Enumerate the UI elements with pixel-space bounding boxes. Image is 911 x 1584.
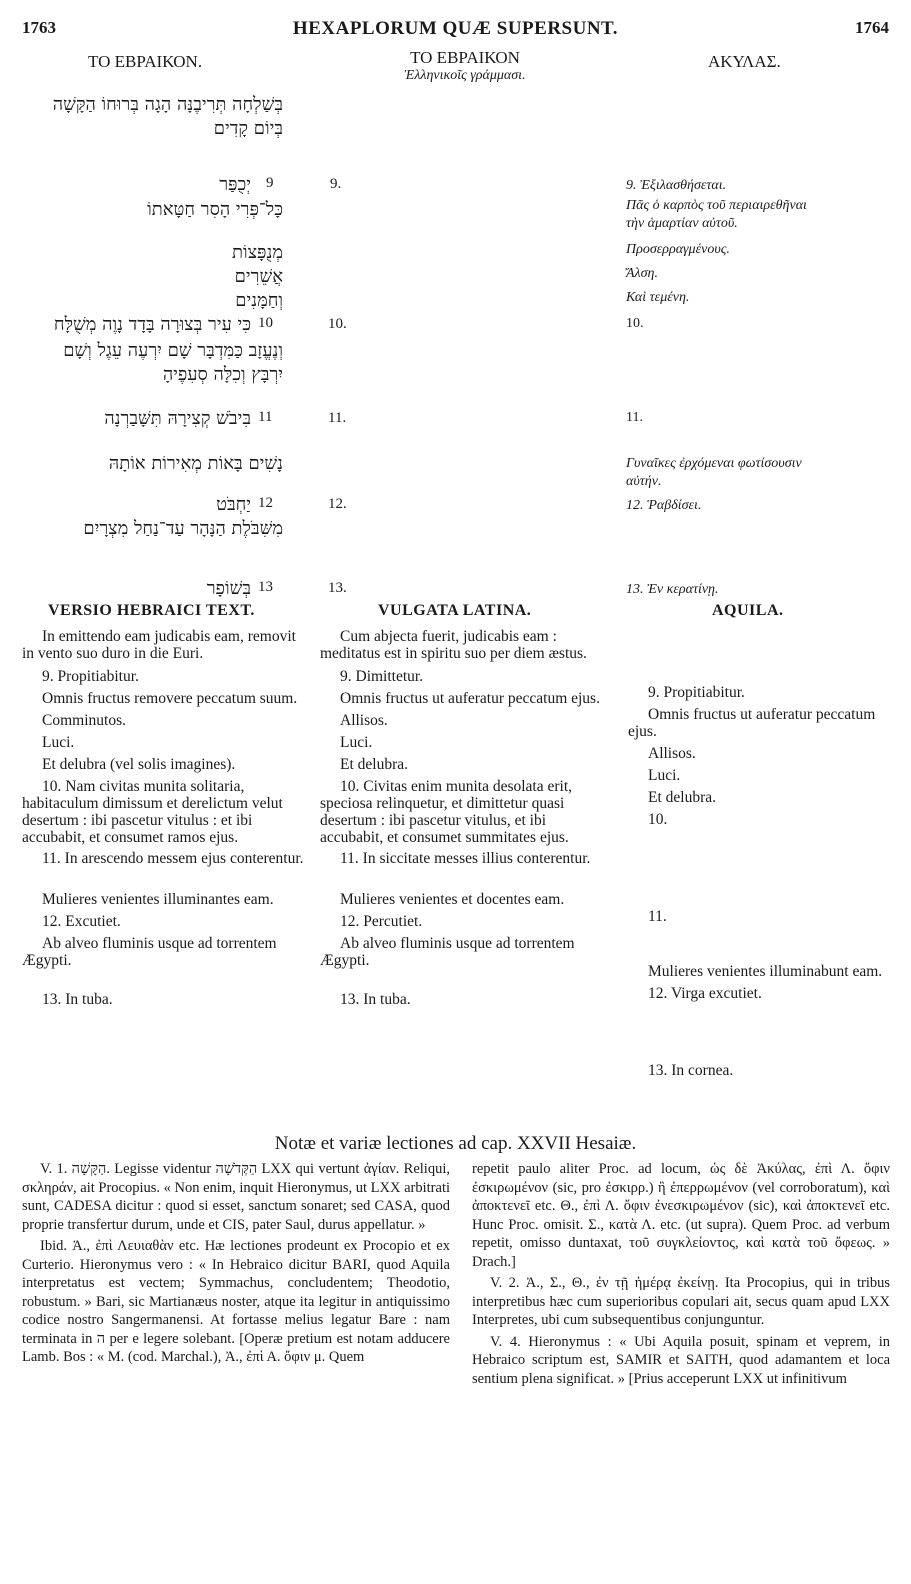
aquila-greek-column-head: ΑΚΥΛΑΣ. — [708, 52, 781, 71]
aquila-latin-paragraph: Allisos. — [648, 745, 696, 762]
hebrew-line: יְכֻפַּר — [219, 174, 251, 195]
aquila-latin-paragraph: 13. In cornea. — [648, 1062, 734, 1079]
aquila-latin-paragraph: 9. Propitiabitur. — [648, 684, 745, 701]
versio-paragraph: 13. In tuba. — [42, 991, 113, 1008]
aquila-greek-line: Ἄλση. — [626, 266, 658, 281]
versio-paragraph: In emittendo eam judicabis eam, removit in vento suo duro in die Euri. — [22, 628, 296, 662]
aquila-latin-paragraph: Omnis fructus ut auferatur peccatum ejus. — [628, 706, 876, 740]
versio-paragraph: 9. Propitiabitur. — [42, 668, 139, 685]
translit-verse-number: 10. — [328, 316, 347, 332]
note-paragraph: V. 1. הַקָּשָׁה. Legisse videntur הַקְּדֹשָׁה LXX qui vertunt ἁγίαν. Reliqui, σκληράν, ait Procopius. « Non enim, inquit Hieronymus, ut LXX arbitrati sunt, CADESA dicitur : quod si esset, sanctum sonaret; sed CASA, quod proprie transfertur durum, unde et CIS, pater Saul, durus appellatur. » — [22, 1161, 450, 1233]
aquila-latin-paragraph: 12. Virga excutiet. — [648, 985, 762, 1002]
transliterated-column-head — [345, 48, 585, 84]
aquila-latin-paragraph: 11. — [648, 908, 667, 925]
aquila-greek-line: Καὶ τεμένη. — [626, 290, 690, 305]
vulgata-paragraph: Cum abjecta fuerit, judicabis eam : meditatus est in spiritu suo per diem æstus. — [320, 628, 587, 662]
running-title: HEXAPLORUM QUÆ SUPERSUNT. — [292, 18, 619, 39]
vulgata-paragraph: Mulieres venientes et docentes eam. — [340, 891, 565, 908]
vulgata-paragraph: 10. Civitas enim munita desolata erit, speciosa relinquetur, et dimittetur quasi desertum : ibi pascetur vitulus, et ibi accubabit, et consumet summitates ejus. — [320, 778, 573, 846]
hebrew-line: כִּי עִיר בְּצוּרָה בָּדָד נָוֶה מְשֻׁלָּח — [53, 314, 251, 335]
left-page-number: 1763 — [22, 18, 56, 37]
hebrew-verse-number: 13 — [258, 579, 273, 595]
aquila-greek-line: 9. Ἐξιλασθήσεται. — [626, 178, 727, 193]
vulgata-paragraph: Allisos. — [340, 712, 388, 729]
transliterated-head-title: ΤΟ ΕΒΡΑΙΚΟΝ — [410, 48, 520, 67]
hebrew-line: מִשִּׁבֹּלֶת הַנָּהָר עַד־נַחַל מִצְרָיִם — [83, 518, 283, 539]
versio-paragraph: Ab alveo fluminis usque ad torrentem Ægypti. — [22, 935, 277, 969]
notes-title: Notæ et variæ lectiones ad cap. XXVII Hesaiæ. — [274, 1133, 637, 1154]
hebrew-line: נָשִׁים בָּאוֹת מְאִירוֹת אוֹתָהּ — [108, 453, 283, 474]
note-paragraph: repetit paulo aliter Proc. ad locum, ὡς δὲ Ἀκύλας, ἐπὶ Λ. ὄφιν ἐσκιρωμένον (sic, pro ἐσκιρρ.) ἢ ἐπερρωμένον (vel corroboratum), καὶ ἀποκτενεῖ etc. Θ., ἐπὶ Λ. ὄφιν ἐνεσκιρωμένον (sic), καὶ ἀποκτενεῖ etc. Hunc Proc. omisit. Σ., κατὰ Λ. etc. (ut supra). Quem Proc. ad verbum repetit, omisso duntaxat, τοῦ συγκλείοντος, καὶ κατὰ τοῦ ὄφεως. » Drach.] — [472, 1161, 890, 1270]
versio-paragraph: Et delubra (vel solis imagines). — [42, 756, 236, 773]
hebrew-line: יַחְבֹּט — [216, 494, 251, 515]
vulgata-paragraph: Omnis fructus ut auferatur peccatum ejus. — [340, 690, 600, 707]
hebrew-line: בִּיבֹשׁ קְצִירָהּ תִּשָּׁבַרְנָה — [104, 408, 251, 429]
vulgata-column — [320, 628, 600, 1008]
versio-paragraph: 12. Excutiet. — [42, 913, 121, 930]
vulgata-paragraph: Luci. — [340, 734, 373, 751]
translit-verse-number: 12. — [328, 496, 347, 512]
versio-paragraph: Mulieres venientes illuminantes eam. — [42, 891, 274, 908]
notes-left-column — [22, 1160, 450, 1370]
versio-paragraph: Luci. — [42, 734, 75, 751]
aquila-latin-paragraph: Luci. — [648, 767, 681, 784]
hebrew-verse-number: 12 — [258, 495, 273, 511]
vulgata-paragraph: Ab alveo fluminis usque ad torrentem Ægypti. — [320, 935, 575, 969]
translit-verse-number: 11. — [328, 410, 347, 426]
hebrew-line: כָּל־פְּרִי הָסִר חַטָּאתוֹ — [147, 199, 283, 220]
vulgata-paragraph: 9. Dimittetur. — [340, 668, 424, 685]
versio-paragraph: Omnis fructus removere peccatum suum. — [42, 690, 298, 707]
aquila-greek-line: 10. — [626, 316, 644, 331]
hebrew-line: בְּיוֹם קָדִים — [213, 118, 283, 139]
aquila-latin-paragraph: 10. — [648, 811, 668, 828]
aquila-greek-line: 12. Ῥαβδίσει. — [626, 498, 702, 513]
right-page-number: 1764 — [855, 18, 889, 37]
hebrew-verse-number: 11 — [258, 409, 273, 425]
aquila-latin-column — [628, 684, 898, 1079]
hebrew-line: בְּשַׁלְחָה תְּרִיבֶנָּה הָגָה בְּרוּחוֹ הַקָּשָׁה — [52, 94, 283, 115]
aquila-greek-line: Προσερραγμένους. — [626, 242, 730, 257]
aquila-greek-line: τὴν ἁμαρτίαν αὐτοῦ. — [626, 216, 738, 231]
note-paragraph: V. 4. Hieronymus : « Ubi Aquila posuit, spinam et veprem, in Hebraico scriptum est, SAMIR et SAITH, quod adamantem et loca sentium plena significat. » [Prius acceperunt LXX ut infinitivum — [472, 1333, 890, 1387]
versio-paragraph: 10. Nam civitas munita solitaria, habitaculum dimissum et derelictum velut desertum : ibi pascetur vitulus : et ibi accubabit, et consumet ramos ejus. — [22, 778, 283, 846]
translit-verse-number: 9. — [330, 176, 342, 192]
hebrew-line: יִרְבָּץ וְכִלָּה סְעִפֶיהָ — [162, 364, 283, 385]
aquila-latin-paragraph: Mulieres venientes illuminabunt eam. — [648, 963, 883, 980]
hebrew-line: וְחַמָּנִים — [235, 290, 283, 311]
hebrew-line: וְנֶעֱזָב כַּמִּדְבָּר שָׁם יִרְעֶה עֵגֶל וְשָׁם — [63, 340, 283, 361]
vulgata-paragraph: 11. In siccitate messes illius conterentur. — [340, 850, 591, 867]
aquila-greek-line: 11. — [626, 410, 643, 425]
hebrew-line: מְנֻפָּצוֹת — [232, 242, 283, 263]
aquila-greek-line: αὐτήν. — [626, 474, 662, 489]
translit-verse-number: 13. — [328, 580, 347, 596]
hebrew-line: בְּשׁוֹפָר — [206, 578, 251, 599]
aquila-greek-line: Πᾶς ὁ καρπὸς τοῦ περιαιρεθῆναι — [626, 198, 807, 213]
versio-column — [22, 628, 308, 1008]
hebrew-column-head: ΤΟ ΕΒΡΑΙΚΟΝ. — [88, 52, 203, 71]
aquila-latin-head: AQUILA. — [712, 602, 784, 619]
versio-paragraph: Comminutos. — [42, 712, 126, 729]
running-header — [0, 18, 911, 44]
hebrew-verse-number: 9 — [266, 175, 274, 191]
vulgata-paragraph: 12. Percutiet. — [340, 913, 423, 930]
aquila-greek-line: 13. Ἐν κερατίνῃ. — [626, 582, 719, 597]
aquila-latin-paragraph: Et delubra. — [648, 789, 717, 806]
vulgata-paragraph: 13. In tuba. — [340, 991, 411, 1008]
note-paragraph: V. 2. Ἀ., Σ., Θ., ἐν τῇ ἡμέρᾳ ἐκείνῃ. Ita Procopius, qui in tribus interpretibus hæc cum superioribus copulari ait, secus quam apud LXX Interpretes, ubi cum subsequentibus conjunguntur. — [472, 1275, 890, 1328]
transliterated-head-subtitle: Ἑλληνικοῖς γράμμασι. — [404, 68, 526, 83]
vulgata-paragraph: Et delubra. — [340, 756, 409, 773]
hebrew-line: אֲשֵׁרִים — [234, 266, 283, 287]
aquila-greek-line: Γυναῖκες ἐρχόμεναι φωτίσουσιν — [626, 456, 802, 471]
vulgata-head: VULGATA LATINA. — [378, 602, 532, 619]
note-paragraph: Ibid. Ἀ., ἐπὶ Λευιαθὰν etc. Hæ lectiones prodeunt ex Procopio et ex Curterio. Hieronymus vero : « In Hebraico dicitur BARI, quod Aquila interpretatus est vectem; Symmachus, concludentem; Theodotio, robustum. » Bari, sic Martianæus noster, atque ita legitur in antiquissimo codice nostro Sangermanensi. At fortasse melius legatur Bare : nam terminata in ה per e legere solebant. [Operæ pretium est notam adducere Lamb. Bos : « M. (cod. Marchal.), Ἀ., ἐπὶ Α. ὄφιν μ. Quem — [22, 1238, 450, 1365]
notes-right-column — [472, 1160, 890, 1391]
hebrew-verse-number: 10 — [258, 315, 273, 331]
versio-paragraph: 11. In arescendo messem ejus conterentur. — [42, 850, 304, 867]
versio-head: VERSIO HEBRAICI TEXT. — [48, 602, 255, 619]
